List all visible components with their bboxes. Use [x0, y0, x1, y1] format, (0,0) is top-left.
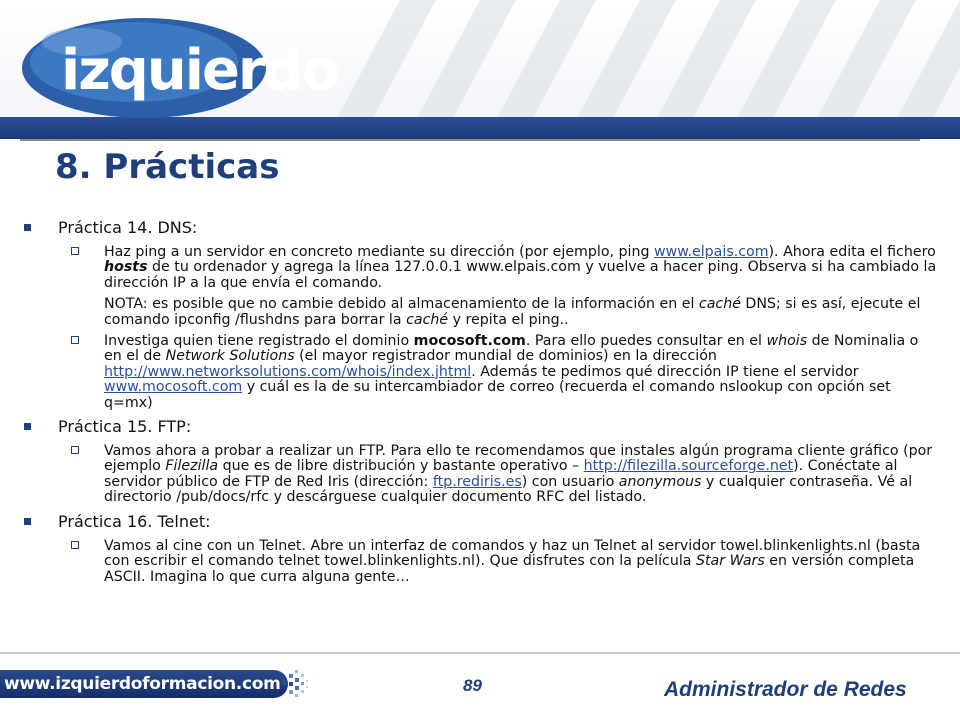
text-run: Vamos al cine con un Telnet. Abre un interfaz de comandos y haz un Telnet al servidor towel.blinkenlights.nl (basta con escribir el comando telnet towel.blinkenlights.nl). Que disfrutes con la película [104, 537, 921, 570]
practice-note [104, 297, 940, 328]
text-run: y repita el ping.. [448, 311, 569, 328]
text-run: que es de libre distribución y bastante operativo – [218, 458, 584, 475]
text-run: ). Ahora edita el fichero [768, 244, 936, 260]
text-run: . Para ello puedes consultar en el [525, 333, 767, 350]
practices-list [0, 218, 960, 585]
checkbox-bullet-icon [71, 541, 79, 549]
text-run: caché [406, 311, 449, 328]
practice-heading [58, 512, 960, 531]
footer-url[interactable]: www.izquierdoformacion.com [4, 674, 281, 694]
text-run: NOTA: es posible que no cambie debido al almacenamiento de la información en el [104, 296, 699, 313]
text-run: de Nominalia o en el de [104, 333, 919, 365]
checkbox-bullet-icon [71, 336, 79, 344]
text-run: Network Solutions [165, 348, 295, 365]
text-run: (el mayor registrador mundial de dominios) en la dirección [294, 348, 717, 365]
practice-heading-text: Práctica 15. FTP: [58, 417, 192, 437]
text-run: ). Conéctate al servidor público de FTP de Red Iris (dirección: [104, 458, 898, 490]
text-run: anonymous [618, 473, 702, 490]
link[interactable]: ftp.rediris.es [432, 473, 522, 490]
text-run: Investiga quien tiene registrado el dominio [104, 333, 414, 350]
text-run: Star Wars [695, 553, 765, 570]
text-run: ) con usuario [521, 473, 619, 490]
link[interactable]: http://filezilla.sourceforge.net [583, 458, 794, 475]
course-title: Administrador de Redes [664, 678, 907, 701]
brand-logo [22, 12, 339, 122]
text-run: Vamos ahora a probar a realizar un FTP. Para ello te recomendamos que instales algún programa cliente gráfico (por ejemplo [104, 443, 933, 475]
page-title: 8. Prácticas [55, 147, 280, 187]
logo-text: izquierdo [61, 38, 339, 103]
text-run: en versión completa ASCII. Imagina lo que curra alguna gente… [104, 553, 915, 585]
text-run: DNS; si es así, ejecute el comando ipconfig /flushdns para borrar la [104, 296, 921, 328]
text-run: Filezilla [165, 458, 219, 475]
text-run: Haz ping a un servidor en concreto mediante su dirección (por ejemplo, ping [104, 244, 654, 260]
practice-heading-text: Práctica 16. Telnet: [58, 511, 211, 531]
page-number: 89 [463, 676, 482, 695]
practice-heading-text: Práctica 14. DNS: [58, 218, 198, 237]
checkbox-bullet-icon [71, 446, 79, 454]
text-run: mocosoft.com [413, 333, 526, 350]
footer-divider [0, 652, 960, 654]
text-run: hosts [104, 259, 148, 276]
header-divider [20, 139, 920, 141]
practice-heading [58, 218, 960, 237]
link[interactable]: www.mocosoft.com [104, 379, 243, 396]
square-bullet-icon [24, 423, 31, 430]
text-run: de tu ordenador y agrega la línea 127.0.0.1 www.elpais.com y vuelve a hacer ping. Observa si ha cambiado la dirección IP a la que envía el comando. [104, 259, 937, 291]
practice-item [104, 539, 940, 585]
link[interactable]: http://www.networksolutions.com/whois/index.jhtml [104, 363, 472, 380]
checkbox-bullet-icon [71, 247, 79, 255]
practice-item [104, 334, 940, 411]
dots-decoration-icon [280, 668, 312, 700]
text-run: y cuál es la de su intercambiador de correo (recuerda el comando nslookup con opción set q=mx) [104, 379, 891, 411]
practice-item [104, 444, 940, 506]
practice-item [104, 245, 940, 291]
square-bullet-icon [24, 224, 31, 231]
square-bullet-icon [24, 518, 31, 525]
text-run: caché [698, 296, 741, 313]
link[interactable]: www.elpais.com [653, 244, 769, 260]
practice-heading [58, 417, 960, 436]
text-run: whois [766, 333, 808, 350]
text-run: . Además te pedimos qué dirección IP tiene el servidor [471, 363, 859, 380]
footer [0, 652, 960, 720]
text-run: y cualquier contraseña. Vé al directorio /pub/docs/rfc y descárguese cualquier documento RFC del listado. [104, 473, 913, 506]
